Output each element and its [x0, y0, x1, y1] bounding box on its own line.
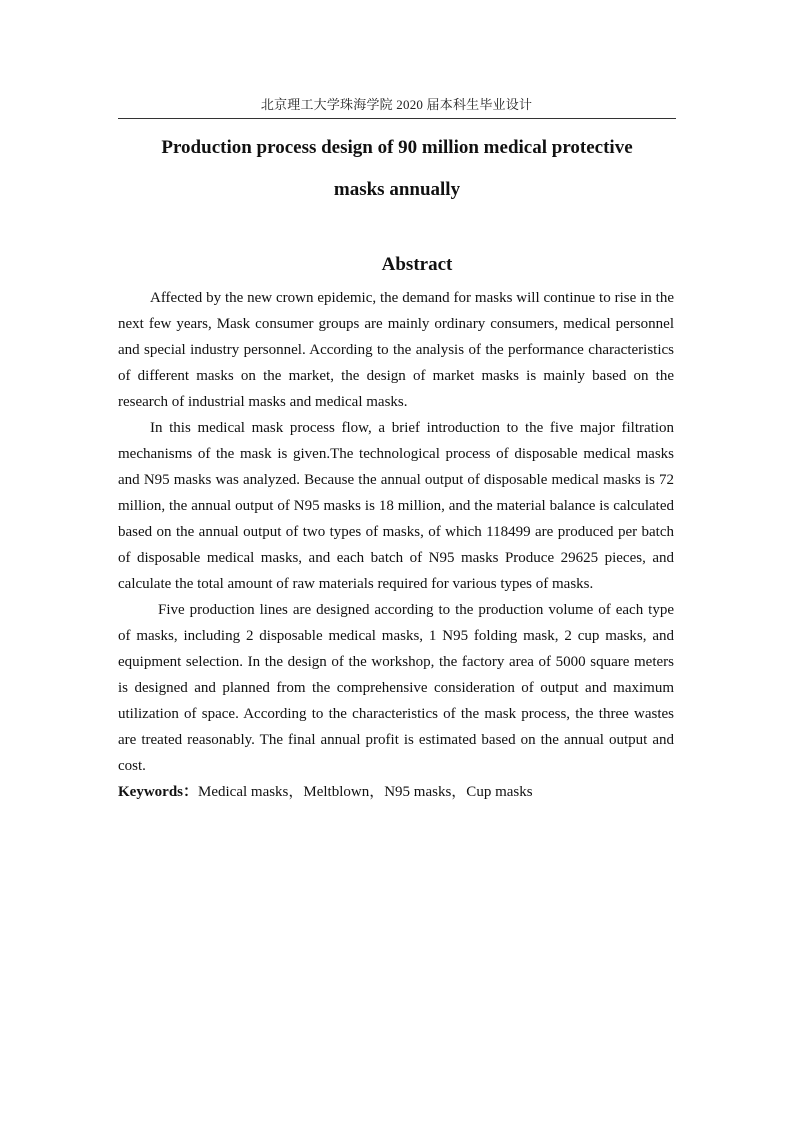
title-line-2: masks annually — [333, 179, 461, 200]
keywords-text: Medical masks，Meltblown，N95 masks，Cup masks — [198, 784, 533, 800]
abstract-body — [118, 285, 674, 805]
keywords-line — [118, 779, 674, 805]
abstract-paragraph-3: Five production lines are designed according to the production volume of each type of masks, including 2 disposable medical masks, 1 N95 folding mask, 2 cup masks, and equipment selection. In the design of the workshop, the factory area of 5000 square meters is designed and planned from the comprehensive consideration of output and maximum utilization of space. According to the characteristics of the mask process, the three wastes are treated reasonably. The final annual profit is estimated based on the annual output and cost. — [118, 602, 674, 774]
header-divider — [118, 118, 676, 119]
keywords-label: Keywords： — [118, 784, 198, 800]
running-header: 北京理工大学珠海学院 2020 届本科生毕业设计 — [260, 97, 533, 112]
abstract-paragraph-1: Affected by the new crown epidemic, the demand for masks will continue to rise in the next few years, Mask consumer groups are mainly ordinary consumers, medical personnel and special industry personnel. According to the analysis of the performance characteristics of different masks on the market, the design of market masks is mainly based on the research of industrial masks and medical masks. — [118, 290, 674, 410]
abstract-paragraph-2: In this medical mask process flow, a brief introduction to the five major filtration mechanisms of the mask is given.The technological process of disposable medical masks and N95 masks was analyzed. Because the annual output of disposable medical masks is 72 million, the annual output of N95 masks is 18 million, and the material balance is calculated based on the annual output of two types of masks, of which 118499 are produced per batch of disposable medical masks, and each batch of N95 masks Produce 29625 pieces, and calculate the total amount of raw materials required for various types of masks. — [118, 420, 674, 592]
paper-title — [118, 127, 676, 211]
abstract-heading: Abstract — [381, 254, 453, 275]
title-line-1: Production process design of 90 million medical protective — [161, 137, 633, 158]
